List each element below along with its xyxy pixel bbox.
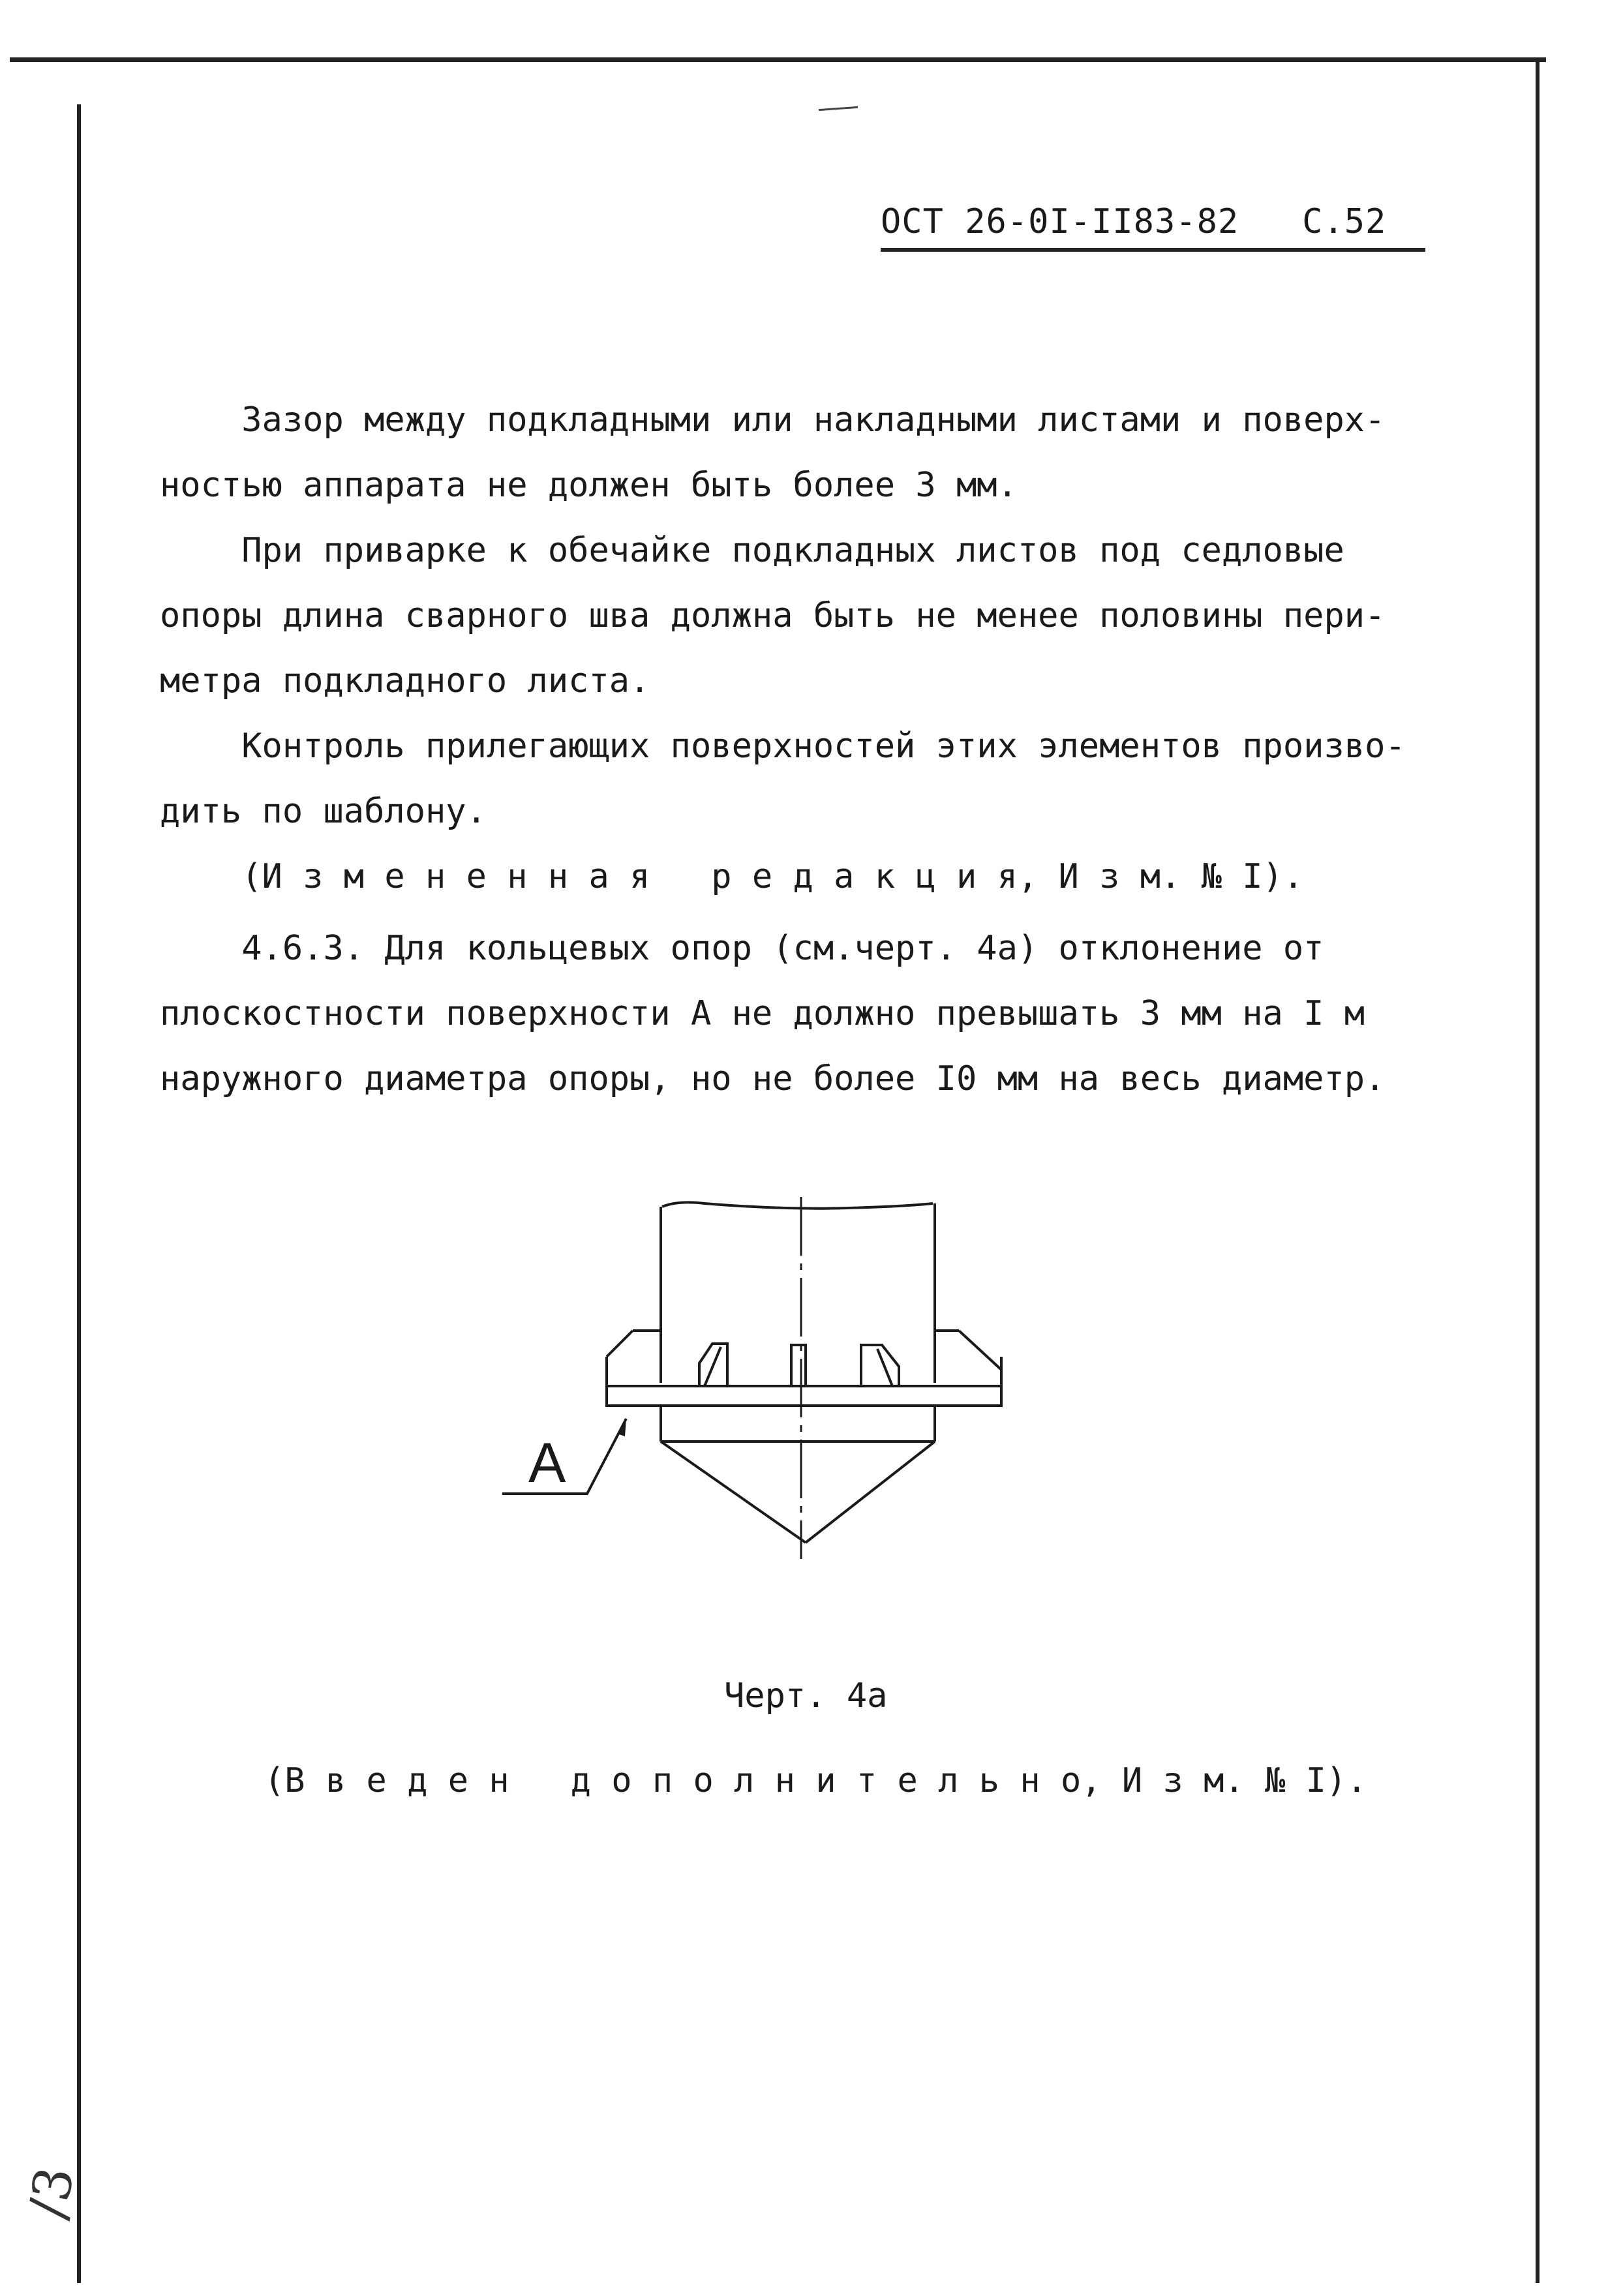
figure-note: (В в е д е н д о п о л н и т е л ь н о, И з м. № I). [264, 1761, 1367, 1800]
text-line: Контроль прилегающих поверхностей этих элементов произво- [160, 727, 1406, 766]
ring-left-chamfer [607, 1331, 633, 1357]
text-line: плоскостности поверхности А не должно превышать 3 мм на I м [160, 994, 1365, 1033]
gusset-center [791, 1345, 806, 1386]
shell-top-edge [662, 1202, 933, 1208]
document-code: ОСТ 26-0I-II83-82 [881, 202, 1239, 241]
text-line: Зазор между подкладными или накладными листами и поверх- [160, 400, 1386, 440]
text-line: ностью аппарата не должен быть более 3 мм. [160, 466, 1018, 505]
cone-right [806, 1442, 935, 1543]
ring-right-chamfer [959, 1331, 1001, 1370]
label-a: А [528, 1432, 566, 1494]
figure-caption: Черт. 4а [724, 1676, 888, 1715]
leader-arrowhead [617, 1419, 626, 1436]
gusset-right [861, 1345, 899, 1386]
ring-plate [607, 1357, 1001, 1406]
text-line: 4.6.3. Для кольцевых опор (см.черт. 4а) отклонение от [160, 929, 1324, 968]
cone-left [661, 1442, 806, 1543]
text-line: метра подкладного листа. [160, 661, 650, 701]
text-line: дить по шаблону. [160, 792, 487, 831]
margin-mark: /3 [17, 2162, 86, 2223]
amendment-note: (И з м е н е н н а я р е д а к ц и я, И з м. № I). [160, 857, 1304, 896]
text-line: При приварке к обечайке подкладных листов под седловые [160, 531, 1344, 570]
page-number: С.52 [1302, 202, 1387, 241]
text-line: наружного диаметра опоры, но не более I0 мм на весь диаметр. [160, 1059, 1386, 1098]
text-line: опоры длина сварного шва должна быть не менее половины пери- [160, 596, 1386, 635]
